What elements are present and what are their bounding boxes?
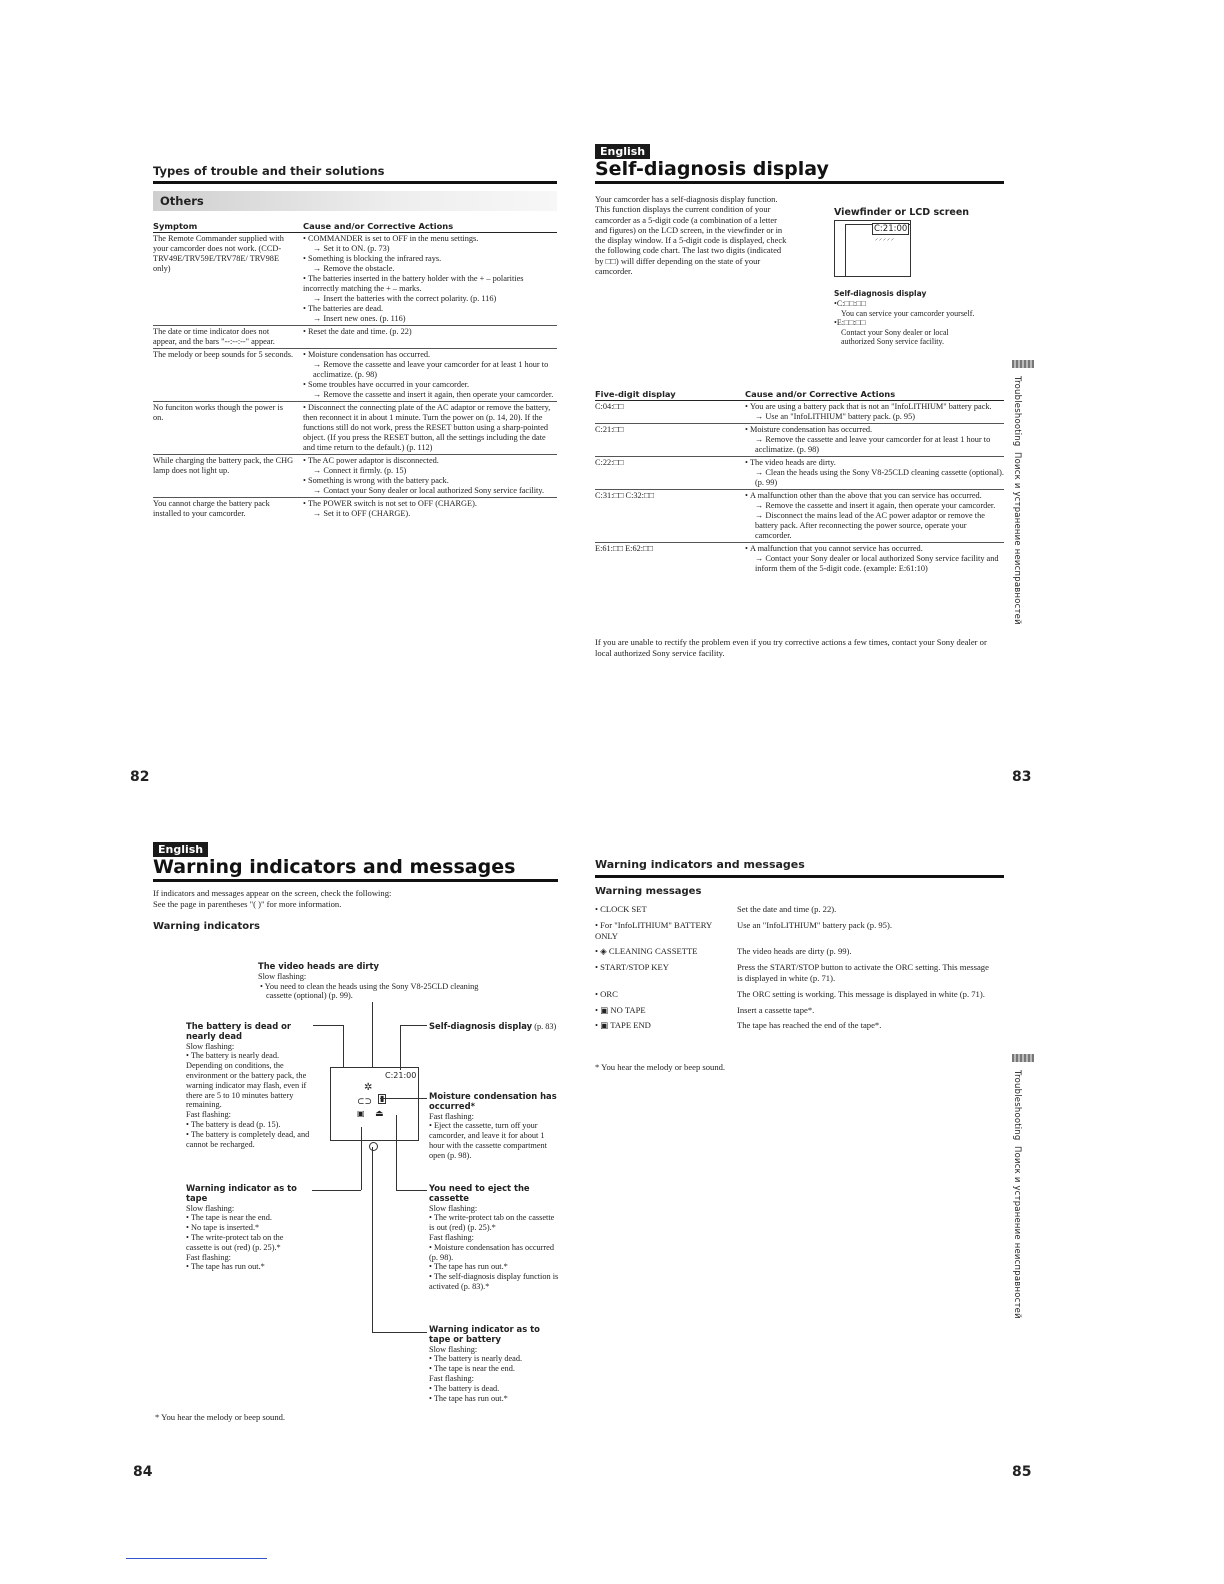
table-row [595, 401, 1004, 424]
side-tab-en: Troubleshooting [1012, 376, 1022, 447]
table-row [595, 457, 1004, 490]
language-badge: English [595, 144, 650, 159]
message-desc: The tape has reached the end of the tape*. [737, 1020, 882, 1031]
screen-label: Viewfinder or LCD screen [834, 207, 970, 218]
cassette-icon: ▣ [357, 1109, 365, 1118]
code-cell: E:61:□□ E:62:□□ [595, 543, 745, 576]
annotation-line: • The tape is near the end. [186, 1213, 272, 1223]
annotation-tape: Warning indicator as to tape Slow flashing: • The tape is near the end. • No tape is inserted.* • The write-protect tab on the cassette is out (red) (p. 25).* Fast flashing: • The tape has run out.* [186, 1184, 311, 1272]
message-row [595, 962, 990, 989]
message-name: • ▣ NO TAPE [595, 1004, 646, 1015]
message-row [595, 904, 990, 920]
table-row [153, 402, 557, 455]
annotation-battery: The battery is dead or nearly dead Slow flashing: • The battery is nearly dead. Depending on conditions, the environment or the battery pack, the warning indicator may flash, even if there are 5 to 10 minutes battery remaining. Fast flashing: • The battery is dead (p. 15). • The battery is completely dead, and cannot be recharged. [186, 1022, 314, 1149]
symptom-cell: While charging the battery pack, the CHG lamp does not light up. [153, 455, 303, 498]
message-desc: Press the START/STOP button to activate the ORC setting. This message is displayed in white (p. 71). [737, 962, 989, 983]
eject-icon: ⏏ [375, 1108, 384, 1118]
annotation-line: Fast flashing: [429, 1232, 474, 1242]
annotation-eject: You need to eject the cassette Slow flashing: • The write-protect tab on the cassette is out (red) (p. 25).* Fast flashing: • Moisture condensation has occurred (p. 98). • The tape has run out.* • The self-diagnosis display function is activated (p. 83).* [429, 1183, 559, 1291]
page-number: 82 [130, 769, 150, 785]
subheading: Warning messages [595, 886, 702, 897]
symptom-cell: The date or time indicator does not appear, and the bars "--:--:--" appear. [153, 326, 303, 349]
cause-cell: • The POWER switch is not set to OFF (CHARGE). → Set it to OFF (CHARGE). [303, 498, 557, 521]
sd-e-desc: Contact your Sony dealer or local authorized Sony service facility. [841, 327, 949, 346]
viewfinder-screen [834, 220, 911, 277]
page-title: Warning indicators and messages [153, 856, 516, 878]
annotation-line: • The tape has run out.* [429, 1262, 508, 1272]
battery-icon: ⊂⊃ [357, 1096, 373, 1106]
annotation-line: • Eject the cassette, turn off your camcorder, and leave it for about 1 hour with the cassette compartment open (p. 98). [429, 1121, 547, 1160]
header-rule [153, 181, 557, 184]
code-cell: C:21:□□ [595, 424, 745, 457]
message-name: • CLOCK SET [595, 904, 647, 914]
page-title: Self-diagnosis display [595, 158, 829, 180]
page-82 [0, 0, 612, 792]
page-85 [595, 792, 1224, 1584]
message-desc: The ORC setting is working. This message is displayed in white (p. 71). [737, 988, 985, 999]
footer-text: If you are unable to rectify the problem even if you try corrective actions a few times, contact your Sony dealer or local authorized Sony service facility. [595, 637, 987, 658]
message-row [595, 1020, 990, 1036]
message-desc: Set the date and time (p. 22). [737, 904, 837, 914]
table-row [153, 326, 557, 349]
link-underline[interactable] [126, 1558, 267, 1559]
screen-code: C:21:00 [874, 224, 908, 234]
symptom-cell: The Remote Commander supplied with your camcorder does not work. (CCD-TRV49E/TRV59E/TRV78E/ TRV98E only) [153, 234, 284, 273]
cause-cell: • Moisture condensation has occurred. → Remove the cassette and leave your camcorder for at least 1 hour to acclimatize. (p. 98) • Some troubles have occurred in your camcorder. → Remove the cassette and insert it again, then operate your camcorder. [303, 349, 557, 402]
message-desc: The video heads are dirty (p. 99). [737, 946, 852, 957]
message-name: • ORC [595, 988, 618, 999]
message-name: • For "InfoLITHIUM" BATTERY ONLY [595, 919, 712, 941]
blink-marks: ⸝⸝⸝⸝⸝ [875, 236, 896, 242]
code-cell: C:22:□□ [595, 457, 745, 490]
message-name: • ▣ TAPE END [595, 1020, 651, 1031]
table-row [153, 349, 557, 402]
others-band [153, 191, 557, 211]
annotation-line: Fast flashing: [186, 1110, 231, 1120]
side-tab-en: Troubleshooting [1012, 1070, 1022, 1141]
annotation-moisture: Moisture condensation has occurred* Fast flashing: • Eject the cassette, turn off your camcorder, and leave it for about 1 hour with the cassette compartment open (p. 98). [429, 1092, 559, 1161]
annotation-line: Fast flashing: [186, 1252, 231, 1262]
annotation-line: Depending on conditions, the environment or the battery pack, the warning indicator may flash, even if there are 5 to 10 minutes battery remaining. [186, 1061, 307, 1110]
table-row [153, 233, 557, 326]
page-83 [595, 0, 1224, 792]
symptom-cell: You cannot charge the battery pack installed to your camcorder. [153, 498, 303, 521]
header-rule [595, 875, 1004, 878]
lcd-illustration [330, 1067, 419, 1141]
code-cell: C:04:□□ [595, 402, 624, 411]
cause-cell: • The video heads are dirty. → Clean the heads using the Sony V8-25CLD cleaning cassette (optional). (p. 99) [745, 457, 1004, 490]
page-number: 85 [1012, 1464, 1032, 1480]
sd-legend [834, 299, 984, 347]
message-desc: Use an "InfoLITHIUM" battery pack (p. 95). [737, 919, 892, 930]
cause-cell: • You are using a battery pack that is not an "InfoLITHIUM" battery pack. → Use an "InfoLITHIUM" battery pack. (p. 95) [745, 402, 992, 421]
annotation-line: • The write-protect tab on the cassette is out (red) (p. 25).* [186, 1232, 284, 1252]
annotation-line: • The write-protect tab on the cassette is out (red) (p. 25).* [429, 1213, 555, 1233]
heads-dirty-icon: ✲ [364, 1082, 373, 1093]
symptom-cell: No funciton works though the power is on. [153, 402, 303, 455]
subheading: Warning indicators [153, 921, 261, 932]
title-rule [595, 181, 1004, 184]
lcd-code: C:21:00 [385, 1071, 417, 1080]
cause-cell: • A malfunction other than the above that you can service has occurred. → Remove the cassette and insert it again, then operate your camcorder. → Disconnect the mains lead of the AC power adaptor or remove the battery pack. After reconnecting the power source, operate your camcorder. [745, 490, 1004, 543]
message-row [595, 946, 990, 962]
code-table [595, 388, 1004, 575]
section-header: Warning indicators and messages [595, 858, 805, 871]
col-symptom: Symptom [153, 220, 303, 233]
sd-head: Self-diagnosis display [834, 289, 927, 298]
intro-2: See the page in parentheses "( )" for more information. [153, 899, 342, 909]
annotation-self-diagnosis: Self-diagnosis display (p. 83) [429, 1021, 557, 1031]
table-row [595, 490, 1004, 543]
table-row [595, 543, 1004, 576]
intro-1: If indicators and messages appear on the screen, check the following: [153, 888, 392, 898]
messages-table [595, 904, 990, 1036]
sd-c-code: •C:□□:□□ [834, 299, 866, 308]
side-tab-marker [1012, 360, 1034, 368]
table-row [153, 455, 557, 498]
annotation-line: • The tape has run out.* [186, 1262, 265, 1272]
annotation-line: • No tape is inserted.* [186, 1223, 260, 1233]
annotation-heads-dirty: The video heads are dirty Slow flashing: • You need to clean the heads using the Sony V8-25CLD cleaning cassette (optional) (p. 99). [258, 961, 479, 1001]
annotation-line: • The tape has run out.* [429, 1393, 508, 1403]
message-row [595, 989, 990, 1005]
annotation-line: Slow flashing: [429, 1203, 478, 1213]
cause-cell: • Disconnect the connecting plate of the AC adaptor or remove the battery, then reconnect it in about 1 minute. Turn the power on (p. 14, 20). If the functions still do not work, press the RESET button using a sharp-pointed object. (If you press the RESET button, all the settings including the date and time return to the default.) (p. 112) [303, 402, 557, 455]
footnote: * You hear the melody or beep sound. [595, 1062, 726, 1072]
table-row [153, 498, 557, 521]
annotation-line: • The battery is nearly dead. [186, 1051, 280, 1061]
table-row [595, 424, 1004, 457]
annotation-line: Slow flashing: [429, 1344, 478, 1354]
page-number: 84 [133, 1464, 153, 1480]
cause-cell: • Reset the date and time. (p. 22) [303, 326, 557, 349]
title-rule [153, 879, 558, 882]
annotation-line: • The battery is completely dead, and cannot be recharged. [186, 1129, 310, 1149]
message-name: • ◈ CLEANING CASSETTE [595, 946, 698, 957]
annotation-line: • Moisture condensation has occurred (p. 98). [429, 1242, 555, 1262]
tape-warning-icon [378, 1094, 386, 1104]
annotation-line: • The battery is dead (p. 15). [186, 1119, 281, 1129]
cause-cell: • The AC power adaptor is disconnected. → Connect it firmly. (p. 15) • Something is wrong with the battery pack. → Contact your Sony dealer or local authorized Sony service facility. [303, 455, 557, 498]
annotation-line: • The tape is near the end. [429, 1364, 515, 1374]
annotation-line: Fast flashing: [429, 1373, 474, 1383]
col-code: Five-digit display [595, 388, 745, 401]
cause-cell: • A malfunction that you cannot service has occurred. → Contact your Sony dealer or local authorized Sony service facility and inform them of the 5-digit code. (example: E:61:10) [745, 543, 1004, 576]
side-tab-ru: Поиск и устранение неисправностей [1012, 452, 1022, 625]
message-row [595, 1005, 990, 1021]
section-header: Types of trouble and their solutions [153, 164, 385, 178]
annotation-line: Slow flashing: [186, 1203, 235, 1213]
message-name: • START/STOP KEY [595, 962, 669, 973]
page-number: 83 [1012, 769, 1032, 785]
sd-c-desc: You can service your camcorder yourself. [841, 308, 975, 318]
annotation-line: • The self-diagnosis display function is activated (p. 83).* [429, 1272, 559, 1291]
language-badge: English [153, 842, 208, 857]
message-desc: Insert a cassette tape*. [737, 1004, 815, 1015]
cause-cell: • Moisture condensation has occurred. → Remove the cassette and leave your camcorder for at least 1 hour to acclimatize. (p. 98) [745, 424, 1004, 457]
intro-text: Your camcorder has a self-diagnosis display function. This function displays the current condition of your camcorder as a 5-digit code (a combination of a letter and figures) on the LCD screen, in the viewfinder or in the display window. If a 5-digit code is displayed, check the following code chart. The last two digits (indicated by □□) will differ depending on the state of your camcorder. [595, 194, 787, 277]
annotation-line: Fast flashing: [429, 1111, 474, 1121]
page-84 [0, 792, 612, 1584]
sd-e-code: •E:□□:□□ [834, 318, 866, 327]
symptom-cell: The melody or beep sounds for 5 seconds. [153, 349, 303, 402]
annotation-line: • The battery is nearly dead. [429, 1354, 523, 1364]
side-tab-ru: Поиск и устранение неисправностей [1012, 1146, 1022, 1319]
footnote: * You hear the melody or beep sound. [155, 1412, 286, 1422]
message-row [595, 920, 990, 947]
trouble-table [153, 220, 557, 520]
side-tab-marker [1012, 1054, 1034, 1062]
col-cause: Cause and/or Corrective Actions [303, 220, 557, 233]
annotation-line: • The battery is dead. [429, 1383, 500, 1393]
others-label: Others [160, 194, 204, 208]
col-cause: Cause and/or Corrective Actions [745, 388, 1004, 401]
cause-cell: • COMMANDER is set to OFF in the menu settings. → Set it to ON. (p. 73) • Something is blocking the infrared rays. → Remove the obstacle. • The batteries inserted in the battery holder with the + – polarities incorrectly matching the + – marks. → Insert the batteries with the correct polarity. (p. 116) • The batteries are dead. → Insert new ones. (p. 116) [303, 234, 524, 323]
annotation-tape-or-battery: Warning indicator as to tape or battery Slow flashing: • The battery is nearly dead. • The tape is near the end. Fast flashing: • The battery is dead. • The tape has run out.* [429, 1325, 564, 1403]
code-cell: C:31:□□ C:32:□□ [595, 490, 745, 543]
annotation-line: Slow flashing: [186, 1041, 235, 1051]
